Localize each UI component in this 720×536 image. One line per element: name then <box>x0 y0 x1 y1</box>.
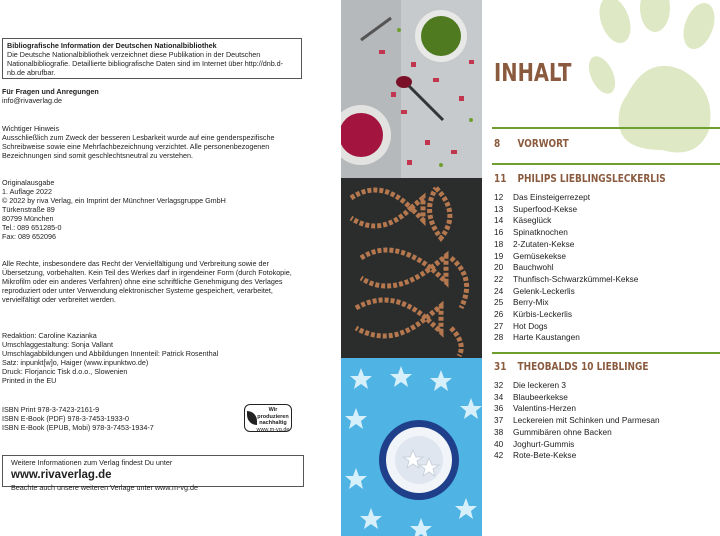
toc-list-1 <box>494 192 714 344</box>
questions-title: Für Fragen und Anregungen <box>2 87 99 96</box>
web-info-box <box>2 455 304 492</box>
toc-entry[interactable] <box>494 309 714 321</box>
toc-entry-num: 28 <box>494 332 504 343</box>
divider-line <box>492 352 720 354</box>
credits-block <box>2 331 307 385</box>
toc-entry-num: 26 <box>494 309 504 320</box>
toc-entry-num: 13 <box>494 203 504 214</box>
toc-entry[interactable] <box>494 321 714 333</box>
toc-entry-title: Käseglück <box>513 215 552 226</box>
toc-entry-num: 18 <box>494 238 504 249</box>
toc-entry-title: Superfood-Kekse <box>513 203 578 214</box>
toc-entry-title: Valentins-Herzen <box>513 403 577 414</box>
toc-entry-num: 14 <box>494 215 504 226</box>
original-line: Fax: 089 652096 <box>2 232 56 241</box>
toc-section1-num: 11 <box>494 173 507 185</box>
toc-entry[interactable] <box>494 380 714 392</box>
isbn-line: ISBN E-Book (PDF) 978-3-7453-1933-0 <box>2 414 130 423</box>
isbn-line: ISBN E-Book (EPUB, Mobi) 978-3-7453-1934-7 <box>2 423 154 432</box>
photo-powders <box>341 0 482 178</box>
toc-intro-num: 8 <box>494 138 501 150</box>
original-line: Tel.: 089 651285-0 <box>2 223 62 232</box>
bib-title: Bibliografische Information der Deutschen Nationalbibliothek <box>7 41 217 50</box>
hint-text: Ausschließlich zum Zweck der besseren Lesbarkeit wurde auf eine genderspezifische Schreibweise sowie eine Mehrfachbezeichnung verzichtet. Alle personenbezogenen Bezeichnungen sind somit geschlechtsneutral zu verstehen. <box>2 133 275 160</box>
photo-strip <box>341 0 482 536</box>
photo-fish-treats <box>341 178 482 358</box>
toc-entry-title: Kürbis-Leckerlis <box>513 309 573 320</box>
toc-entry-title: Hot Dogs <box>513 320 548 331</box>
divider-line <box>492 127 720 129</box>
toc-intro-title: VORWORT <box>517 138 569 150</box>
toc-entry[interactable] <box>494 415 714 427</box>
toc-entry-title: Rote-Bete-Kekse <box>513 450 577 461</box>
toc-section1-title: PHILIPS LIEBLINGSLECKERLIS <box>517 173 666 185</box>
toc-entry[interactable] <box>494 215 714 227</box>
bib-text: Die Deutsche Nationalbibliothek verzeichnet diese Publikation in der Deutschen Nationalbibliografie. Detaillierte bibliografische Daten sind im Internet über http://dnb.d-nb.de abrufbar. <box>7 50 284 77</box>
original-line: Originalausgabe <box>2 178 55 187</box>
toc-section2-num: 31 <box>494 361 507 373</box>
toc-entry-title: Harte Kaustangen <box>513 332 580 343</box>
divider-line <box>492 163 720 165</box>
toc-entry-title: Leckereien mit Schinken und Parmesan <box>513 415 660 426</box>
toc-entry[interactable] <box>494 297 714 309</box>
toc-entry[interactable] <box>494 286 714 298</box>
credits-line: Redaktion: Caroline Kazianka <box>2 331 97 340</box>
toc-section2-title: THEOBALDS 10 LIEBLINGE <box>517 361 649 373</box>
toc-entry-num: 40 <box>494 438 504 449</box>
web-intro: Weitere Informationen zum Verlag findest Du unter <box>11 458 173 467</box>
toc-page <box>482 0 720 536</box>
powders-illustration <box>341 0 482 178</box>
badge-line: www.m-vg.de <box>256 426 290 433</box>
badge-line: nachhaltig <box>259 420 287 426</box>
toc-entry-num: 20 <box>494 262 504 273</box>
toc-entry[interactable] <box>494 332 714 344</box>
toc-entry[interactable] <box>494 427 714 439</box>
toc-entry[interactable] <box>494 262 714 274</box>
toc-entry-title: Spinatknochen <box>513 227 568 238</box>
toc-title: INHALT <box>494 58 572 87</box>
toc-entry-title: 2-Zutaten-Kekse <box>513 238 575 249</box>
toc-entry[interactable] <box>494 392 714 404</box>
toc-entry-title: Gelenk-Leckerlis <box>513 285 575 296</box>
imprint-page <box>0 0 340 536</box>
photo-star-mold <box>341 358 482 536</box>
credits-line: Umschlagabbildungen und Abbildungen Innenteil: Patrick Rosenthal <box>2 349 219 358</box>
toc-entry[interactable] <box>494 192 714 204</box>
web-url-link[interactable]: www.rivaverlag.de <box>11 469 112 481</box>
toc-entry[interactable] <box>494 403 714 415</box>
toc-entry-num: 27 <box>494 320 504 331</box>
toc-entry-num: 37 <box>494 415 504 426</box>
sustainability-badge <box>244 404 292 432</box>
credits-line: Druck: Florjancic Tisk d.o.o., Slowenien <box>2 367 128 376</box>
credits-line: Printed in the EU <box>2 376 57 385</box>
toc-entry[interactable] <box>494 274 714 286</box>
toc-entry-num: 19 <box>494 250 504 261</box>
toc-entry-title: Blaubeerkekse <box>513 391 568 402</box>
toc-entry[interactable] <box>494 204 714 216</box>
toc-entry-num: 38 <box>494 426 504 437</box>
original-line: Türkenstraße 89 <box>2 205 55 214</box>
toc-entry-title: Die leckeren 3 <box>513 380 567 390</box>
original-line: © 2022 by riva Verlag, ein Imprint der Münchner Verlagsgruppe GmbH <box>2 196 226 205</box>
rights-block <box>2 259 307 304</box>
toc-entry-num: 32 <box>494 380 504 390</box>
paw-print-icon <box>587 0 720 170</box>
toc-section2-heading[interactable] <box>494 361 648 373</box>
credits-line: Satz: inpunkt[w]o, Haiger (www.inpunktwo.de) <box>2 358 149 367</box>
toc-entry-num: 42 <box>494 450 504 461</box>
toc-entry-title: Gemüsekekse <box>513 250 567 261</box>
toc-entry[interactable] <box>494 239 714 251</box>
toc-entry-num: 36 <box>494 403 504 414</box>
questions-email[interactable]: info@rivaverlag.de <box>2 96 63 105</box>
isbn-line: ISBN Print 978-3-7423-2161-9 <box>2 405 100 414</box>
toc-entry-num: 34 <box>494 391 504 402</box>
credits-line: Umschlaggestaltung: Sonja Vallant <box>2 340 113 349</box>
toc-entry-title: Joghurt-Gummis <box>513 438 575 449</box>
toc-entry[interactable] <box>494 439 714 451</box>
toc-section1-heading[interactable] <box>494 173 666 185</box>
toc-entry-title: Das Einsteigerrezept <box>513 192 591 202</box>
star-mold-illustration <box>341 358 482 536</box>
toc-entry-num: 22 <box>494 273 504 284</box>
original-line: 80799 München <box>2 214 54 223</box>
toc-entry-title: Thunfisch-Schwarzkümmel-Kekse <box>513 273 639 284</box>
toc-entry-num: 16 <box>494 227 504 238</box>
toc-entry[interactable] <box>494 251 714 263</box>
questions-block <box>2 87 307 105</box>
fish-treats-illustration <box>341 178 482 358</box>
toc-entry-num: 25 <box>494 297 504 308</box>
toc-entry-title: Berry-Mix <box>513 297 549 308</box>
toc-list-2 <box>494 380 714 462</box>
hint-block <box>2 124 307 160</box>
badge-line: Wir produzieren <box>257 407 289 420</box>
toc-entry[interactable] <box>494 227 714 239</box>
toc-entry-title: Gummibären ohne Backen <box>513 426 612 437</box>
hint-title: Wichtiger Hinweis <box>2 124 60 133</box>
web-more: Beachte auch unsere weiteren Verlage unter www.m-vg.de <box>11 483 198 492</box>
bibliographic-box <box>2 38 302 79</box>
toc-intro-entry[interactable] <box>494 138 569 150</box>
original-block <box>2 178 307 241</box>
toc-entry[interactable] <box>494 450 714 462</box>
toc-entry-title: Bauchwohl <box>513 262 554 273</box>
toc-entry-num: 24 <box>494 285 504 296</box>
rights-text: Alle Rechte, insbesondere das Recht der Vervielfältigung und Verbreitung sowie der Übersetzung, vorbehalten. Kein Teil des Werkes darf in irgendeiner Form (durch Fotokopie, Mikrofilm oder ein anderes Verfahren) ohne eine schriftliche Genehmigung des Verlages reproduziert oder unter Verwendung elektronischer Systeme gespeichert, verarbeitet, vervielfältigt oder verbreitet werden. <box>2 259 292 304</box>
toc-entry-num: 12 <box>494 192 504 202</box>
original-line: 1. Auflage 2022 <box>2 187 52 196</box>
